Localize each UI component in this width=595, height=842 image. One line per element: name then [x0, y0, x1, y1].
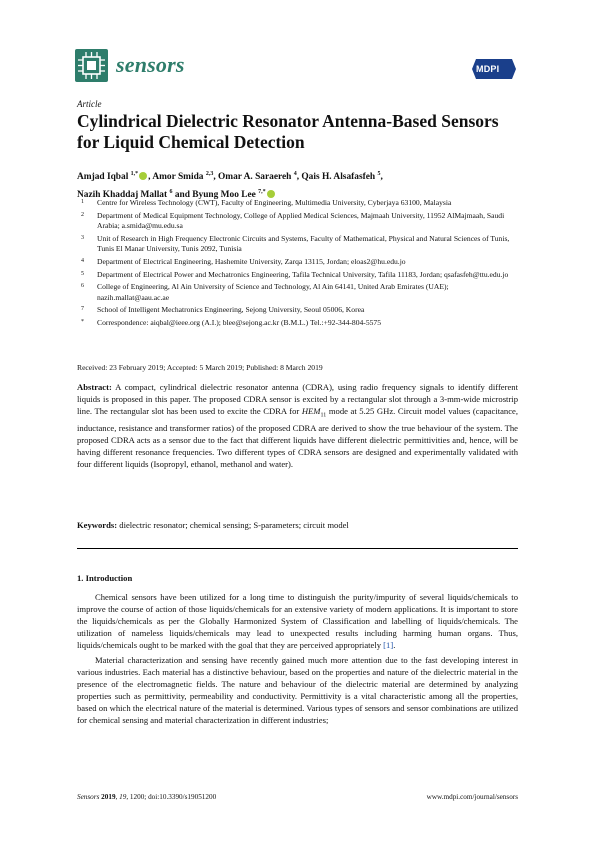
paper-title: Cylindrical Dielectric Resonator Antenna-Based Sensors for Liquid Chemical Detection	[77, 111, 499, 152]
correspondence-item: * Correspondence: aiqbal@ieee.org (A.I.); blee@sejong.ac.kr (B.M.L.) Tel.:+92-344-804-5575	[81, 318, 382, 328]
paragraph: Chemical sensors have been utilized for a long time to distinguish the purity/impurity of several liquids/chemicals to improve the course of action of those liquids/chemicals for an extensive variety of modern applications. It is important to store the liquids/chemicals as per the Globally Harmonized System of Classification and labelling of liquids/chemicals. The utilization of nameless liquids/chemicals may lead to unexpected results including harming human organs. Thus, liquids/chemicals ought to be marked with the goal that they are perceived appropriately [1].	[77, 592, 518, 651]
section-body	[77, 591, 518, 730]
author-name: Nazih Khaddaj Mallat	[77, 189, 168, 200]
orcid-icon[interactable]	[139, 172, 147, 180]
keywords-label: Keywords:	[77, 520, 118, 530]
footer-citation: Sensors 2019, 19, 1200; doi:10.3390/s19051200	[77, 793, 217, 801]
author-name: Omar A. Saraereh	[218, 172, 292, 183]
mode-subscript: 11	[320, 412, 327, 419]
publication-dates: Received: 23 February 2019; Accepted: 5 March 2019; Published: 8 March 2019	[77, 363, 323, 372]
author-name: Amjad Iqbal	[77, 172, 129, 183]
abstract-text-cont: mode at 5.25 GHz. Circuit model values (capacitance, inductance, resistance and transformer ratios) of the proposed CDRA are derived to show the true behaviour of the system. The proposed CDRA acts as a sensor due to the fact that different liquids have different dielectric permittivities and, hence, will be having different resonance frequencies. Two different types of CDRA sensors are designed and experimentally validated with four different liquids (Isopropyl, ethanol, methanol and water).	[77, 406, 518, 469]
mode-symbol: HEM	[301, 406, 321, 417]
abstract	[77, 381, 518, 470]
author-name: Byung Moo Lee	[192, 189, 256, 200]
orcid-icon[interactable]	[267, 190, 275, 198]
paragraph: Material characterization and sensing have recently gained much more attention due to the fast developing interest in various industries. Each material has a distinctive behaviour, based on the properties and nature of the dielectric material in the presence of the electromagnetic fields. The nature and behaviour of the dielectric material are determined by analyzing properties such as permittivity, permeability and conductivity. Permittivity is a vital characteristic among all the properties, based on which the electrical nature of the material is determined. Various types of sensors and sensor combinations are utilized for chemical sensing and material characterization in different industries;	[77, 655, 518, 726]
and-word: and	[174, 189, 190, 200]
author-name: Amor Smida	[152, 172, 204, 183]
publisher-name: MDPI	[476, 64, 500, 74]
keywords	[77, 520, 518, 530]
abstract-text: A compact, cylindrical dielectric resonator antenna (CDRA), using radio frequency signals to identify different liquids is proposed in this paper. The proposed CDRA sensor is excited by a rectangular slot through a 3-mm-wide microstrip line. The rectangular slot has been used to excite the CDRA for	[77, 382, 518, 417]
article-type: Article	[77, 99, 102, 109]
affiliation-list	[77, 198, 522, 331]
affiliation-item: 3 Unit of Research in High Frequency Electronic Circuits and Systems, Faculty of Mathematical, Physical and Natural Sciences of Tunis, Tunis El Manar University, Tunis 2092, Tunisia	[81, 233, 510, 253]
journal-logo-icon	[75, 49, 108, 82]
affiliation-item: 1 Centre for Wireless Technology (CWT), Faculty of Engineering, Multimedia University, Cyberjaya 63100, Malaysia	[81, 198, 452, 207]
citation-link[interactable]: [1]	[383, 640, 394, 651]
affiliation-item: 5 Department of Electrical Power and Mechatronics Engineering, Tafila Technical University, Tafila 11183, Jordan; qsafasfeh@ttu.edu.jo	[81, 269, 509, 279]
section-heading: 1. Introduction	[77, 573, 133, 583]
author-line-1: Amjad Iqbal $^{1,*}$ , Amor Smida $^{2,3}$, Omar A. Saraereh $^4$, Qais H. Alsafasfeh $^5$,	[77, 171, 383, 183]
author-name: Qais H. Alsafasfeh	[301, 172, 376, 183]
journal-name: sensors	[116, 52, 185, 77]
divider	[77, 548, 518, 549]
affiliation-item: 4 Department of Electrical Engineering, Hashemite University, Zarqa 13115, Jordan; eloas2@hu.edu.jo	[81, 256, 406, 266]
keywords-text: dielectric resonator; chemical sensing; S-parameters; circuit model	[119, 520, 349, 530]
author-line-2: Nazih Khaddaj Mallat $^6$ and Byung Moo Lee $^{7,*}$	[77, 185, 517, 203]
affiliation-item: 6 College of Engineering, Al Ain University of Science and Technology, Al Ain 64141, United Arab Emirates (UAE); nazih.mallat@aau.ac.ae	[81, 282, 449, 302]
abstract-label: Abstract:	[77, 382, 112, 392]
footer-url[interactable]: www.mdpi.com/journal/sensors	[426, 793, 518, 801]
author-list	[77, 167, 517, 202]
mdpi-logo-icon	[470, 55, 518, 83]
affiliation-item: 7 School of Intelligent Mechatronics Engineering, Sejong University, Seoul 05006, Korea	[81, 305, 365, 315]
affiliation-item: 2 Department of Medical Equipment Technology, College of Applied Medical Sciences, Majmaah University, 11952 AlMajmaah, Saudi Arabia; a.smida@mu.edu.sa	[81, 210, 505, 230]
